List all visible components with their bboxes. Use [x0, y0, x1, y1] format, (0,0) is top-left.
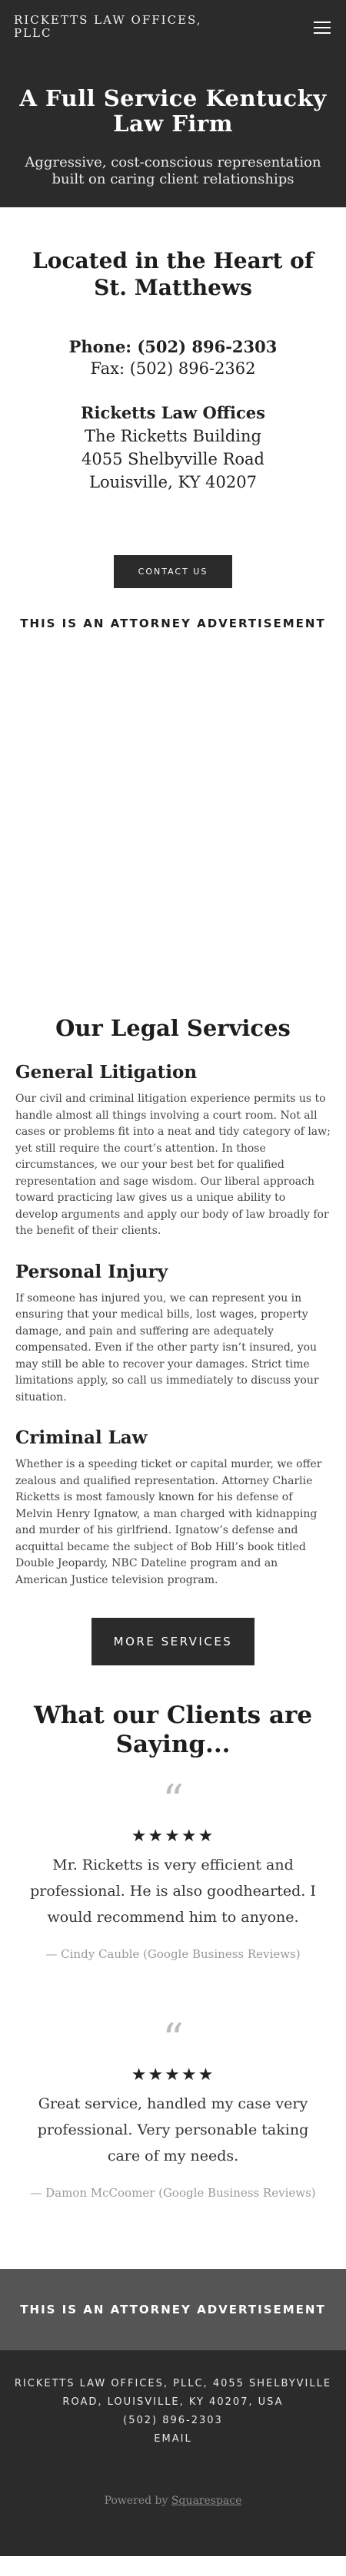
phone-number: Phone: (502) 896-2303 — [68, 337, 278, 356]
attorney-advertisement-notice: THIS IS AN ATTORNEY ADVERTISEMENT — [20, 617, 326, 630]
testimonials-title: What our Clients are Saying... — [33, 1701, 313, 1758]
footer-email-link[interactable]: EMAIL — [154, 2433, 192, 2445]
legal-services-section — [0, 1014, 346, 1665]
testimonial-text: Great service, handled my case very professional. Very personable taking care of my needs. — [37, 2095, 309, 2164]
site-brand[interactable]: RICKETTS LAW OFFICES, PLLC — [14, 13, 202, 40]
footer-advertisement-band: THIS IS AN ATTORNEY ADVERTISEMENT — [0, 2269, 346, 2350]
star-rating: ★★★★★ — [131, 2065, 215, 2085]
testimonials-section — [0, 1701, 346, 2200]
squarespace-link[interactable]: Squarespace — [171, 2495, 242, 2507]
service-item — [15, 1262, 331, 1407]
hero-title: A Full Service Kentucky Law Firm — [19, 85, 327, 137]
address-line: Louisville, KY 40207 — [89, 473, 257, 491]
services-title: Our Legal Services — [55, 1015, 291, 1041]
footer-phone: (502) 896-2303 — [123, 2415, 223, 2426]
service-item — [15, 1062, 331, 1240]
menu-bar — [314, 21, 331, 23]
address-line: The Ricketts Building — [85, 427, 261, 445]
footer-address: RICKETTS LAW OFFICES, PLLC, 4055 SHELBYVILLE ROAD, LOUISVILLE, KY 40207, USA — [14, 2378, 332, 2408]
testimonial — [15, 2015, 331, 2200]
testimonial — [15, 1776, 331, 1961]
service-heading: Personal Injury — [15, 1261, 168, 1282]
testimonial-text: Mr. Ricketts is very efficient and professional. He is also goodhearted. I would recommend him to anyone. — [30, 1857, 316, 1926]
location-title: Located in the Heart of St. Matthews — [32, 248, 314, 300]
service-description: Whether is a speeding ticket or capital murder, we offer zealous and qualified representation. Attorney Charlie Ricketts is most famously known for his defense of Melvin Henry Ignatow, a man charged with kidnapping and murder of his girlfriend. Ignatow’s defense and acquittal became the subject of Bob Hill’s book titled Double Jeopardy, NBC Dateline program and an American Justice television program. — [15, 1458, 322, 1586]
address-line: 4055 Shelbyville Road — [81, 450, 264, 468]
service-description: If someone has injured you, we can represent you in ensuring that your medical bills, lost wages, property damage, and pain and suffering are adequately compensated. Even if the other party isn’t insured, you may still be able to recover your damages. Strict time limitations apply, so call us immediately to discuss your situation. — [15, 1291, 319, 1404]
menu-bar — [314, 32, 331, 34]
service-heading: General Litigation — [15, 1062, 198, 1083]
hero-subtitle: Aggressive, cost-conscious representation built on caring client relationships — [25, 154, 321, 187]
quote-mark-icon: “ — [162, 2015, 184, 2063]
star-rating: ★★★★★ — [131, 1827, 215, 1846]
powered-by — [0, 2495, 346, 2507]
hamburger-menu-icon[interactable] — [314, 21, 331, 34]
service-item — [15, 1427, 331, 1589]
testimonial-author: — Cindy Cauble (Google Business Reviews) — [45, 1947, 301, 1961]
contact-us-button[interactable]: CONTACT US — [114, 555, 232, 588]
location-section — [0, 207, 346, 630]
more-services-button[interactable]: MORE SERVICES — [91, 1618, 255, 1665]
powered-by-prefix: Powered by — [104, 2495, 171, 2507]
more-services-wrap — [15, 1618, 331, 1665]
blank-spacer — [0, 630, 346, 1014]
site-footer — [0, 2350, 346, 2556]
testimonial-author: — Damon McCoomer (Google Business Reviews) — [30, 2186, 316, 2200]
service-description: Our civil and criminal litigation experience permits us to handle almost all things involving a court room. Not all cases or problems fit into a neat and tidy category of law; yet still require the court’s attention. In those circumstances, we our your best bet for qualified representation and sage wisdom. Our liberal approach toward practicing law gives us a unique ability to develop arguments and apply our body of law broadly for the benefit of their clients. — [15, 1093, 331, 1237]
quote-mark-icon: “ — [162, 1776, 184, 1824]
service-heading: Criminal Law — [15, 1427, 148, 1448]
office-name: Ricketts Law Offices — [81, 403, 265, 422]
fax-number: Fax: (502) 896-2362 — [90, 359, 256, 378]
menu-bar — [314, 27, 331, 28]
site-header — [0, 0, 346, 207]
